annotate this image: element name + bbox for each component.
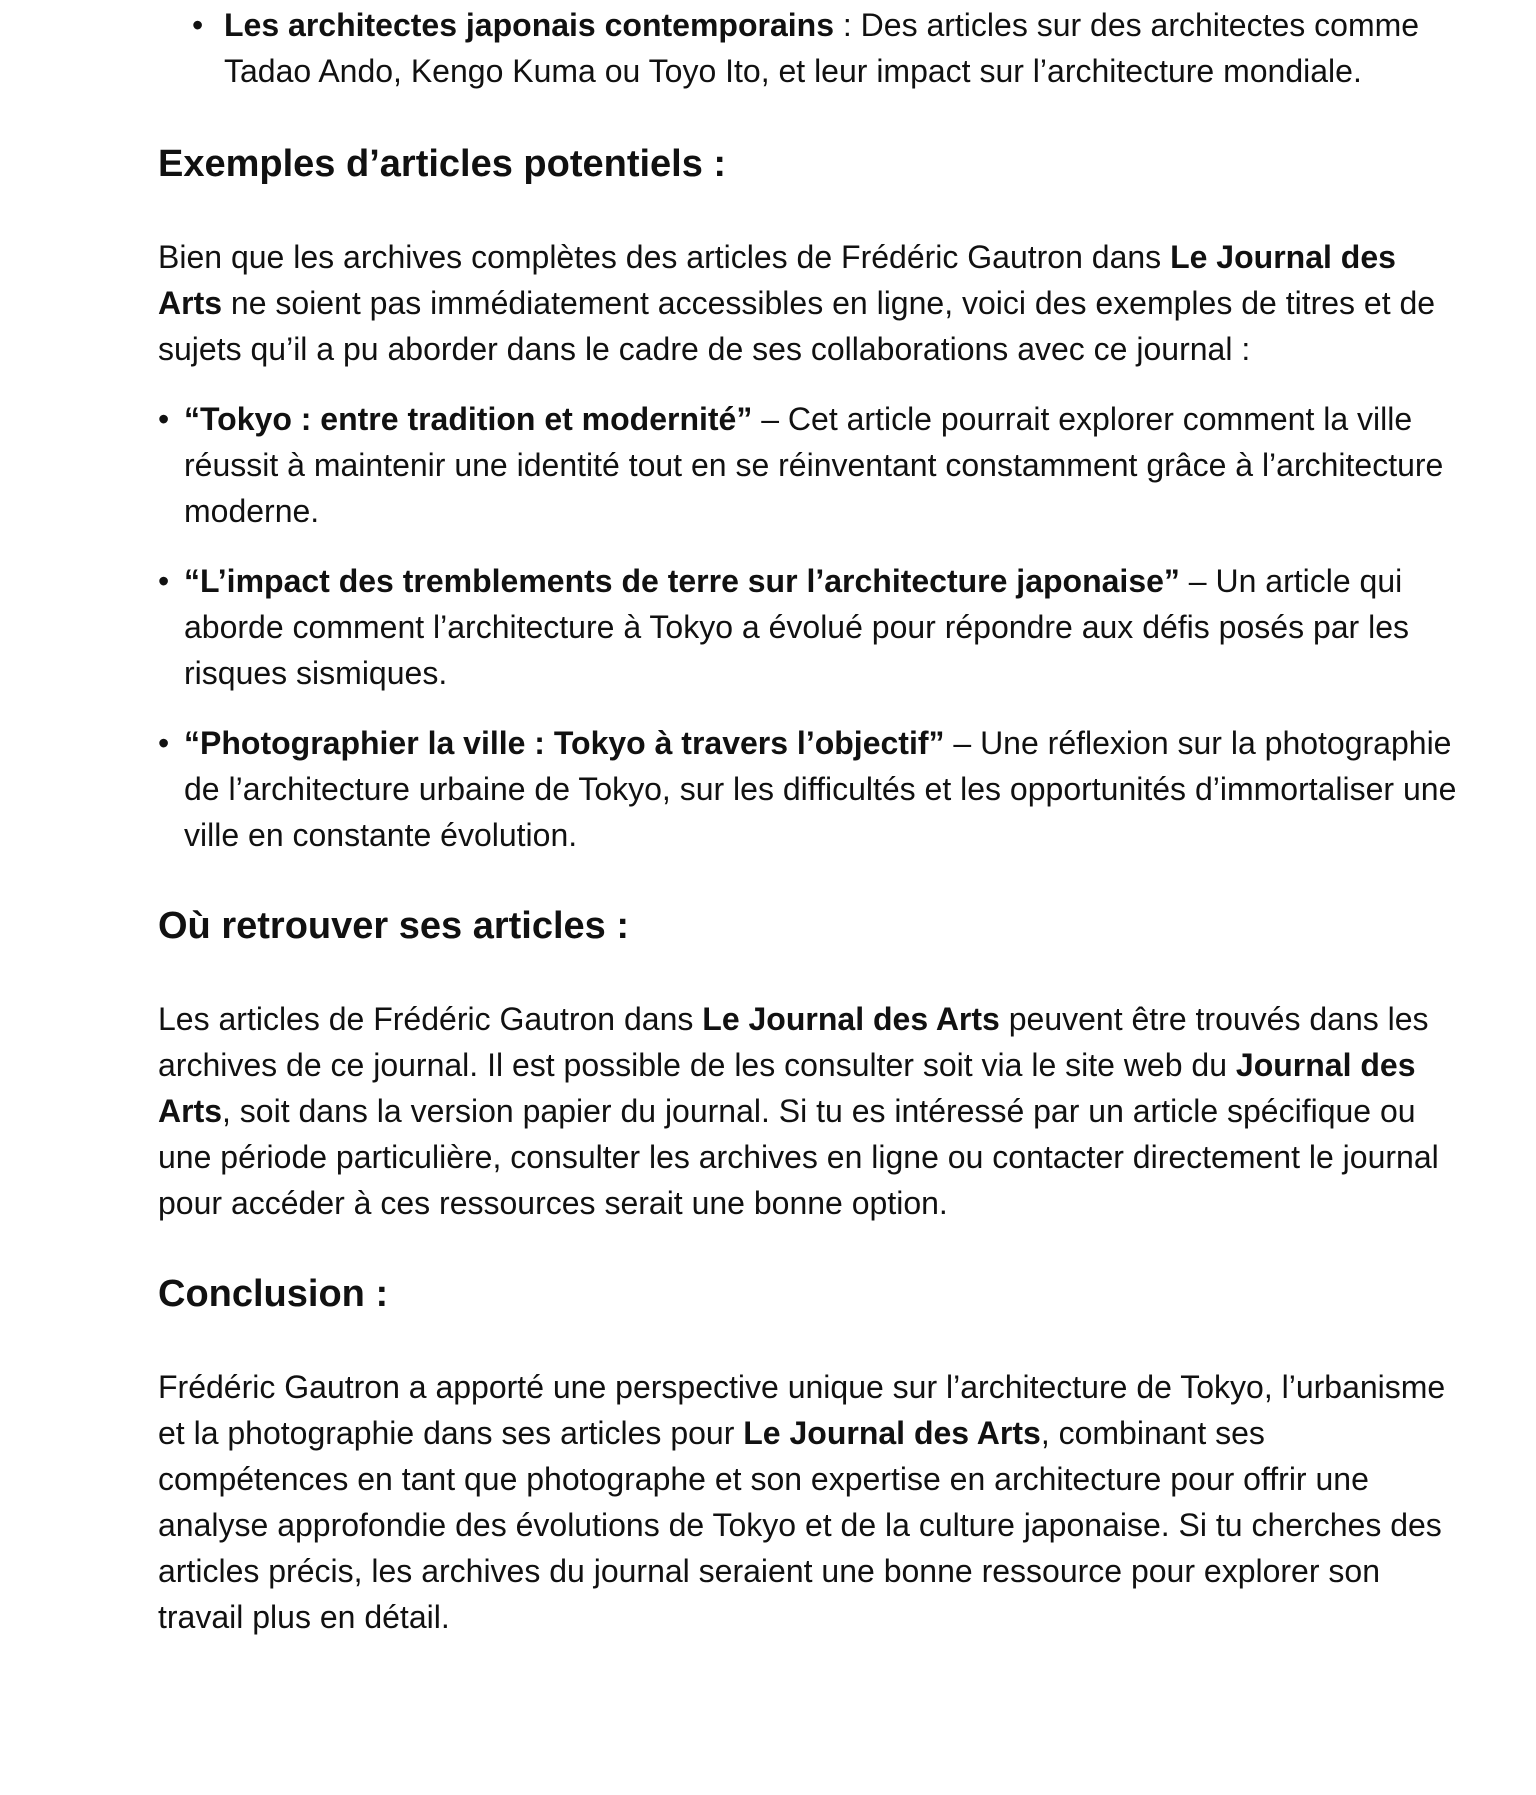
where-paragraph (158, 996, 1458, 1226)
text-span: Frédéric Gautron a apporté une perspective unique sur l’architecture de Tokyo, l’urbanisme et la photographie dans ses articles pour (158, 1369, 1446, 1451)
bullet-icon: • (158, 401, 170, 437)
list-item-text: : Des articles sur des architectes comme Tadao Ando, Kengo Kuma ou Toyo Ito, et leur impact sur l’architecture mondiale. (224, 7, 1420, 89)
list-item (158, 558, 1458, 696)
list-item (158, 396, 1458, 534)
text-span: , combinant ses compétences en tant que photographe et son expertise en architecture pour offrir une analyse approfondie des évolutions de Tokyo et de la culture japonaise. Si tu cherches des articles précis, les archives du journal seraient une bonne ressource pour explorer son travail plus en détail. (158, 1415, 1442, 1635)
message-content (158, 0, 1458, 1640)
examples-intro-paragraph (158, 234, 1458, 372)
list-item-title: Les architectes japonais contemporains (224, 7, 834, 43)
section-heading-where: Où retrouver ses articles : (158, 905, 629, 947)
article-description: – Un article qui aborde comment l’architecture à Tokyo a évolué pour répondre aux défis posés par les risques sismiques. (184, 563, 1409, 691)
conclusion-paragraph (158, 1364, 1458, 1640)
article-description: – Cet article pourrait explorer comment la ville réussit à maintenir une identité tout en se réinventant constamment grâce à l’architecture moderne. (184, 401, 1444, 529)
bold-text-journal: Journal des Arts (158, 1047, 1416, 1129)
bullet-icon: • (158, 563, 170, 599)
list-item (192, 2, 1458, 94)
text-span: , soit dans la version papier du journal. Si tu es intéressé par un article spécifique ou une période particulière, consulter les archives en ligne ou contacter directement le journal pour accéder à ces ressources serait une bonne option. (158, 1093, 1439, 1221)
bold-text-journal: Le Journal des Arts (158, 239, 1396, 321)
text-span: Les articles de Frédéric Gautron dans (158, 1001, 703, 1037)
article-title: “Tokyo : entre tradition et modernité” (184, 401, 753, 437)
article-title: “Photographier la ville : Tokyo à travers l’objectif” (184, 725, 945, 761)
text-span: Bien que les archives complètes des articles de Frédéric Gautron dans (158, 239, 1171, 275)
nested-bullet-list (158, 2, 1458, 94)
text-span: ne soient pas immédiatement accessibles en ligne, voici des exemples de titres et de sujets qu’il a pu aborder dans le cadre de ses collaborations avec ce journal : (158, 285, 1436, 367)
bullet-icon: • (192, 7, 204, 43)
section-heading-conclusion: Conclusion : (158, 1273, 389, 1315)
bold-text-journal: Le Journal des Arts (702, 1001, 1000, 1037)
text-span: peuvent être trouvés dans les archives de ce journal. Il est possible de les consulter soit via le site web du (158, 1001, 1429, 1083)
article-description: – Une réflexion sur la photographie de l’architecture urbaine de Tokyo, sur les difficultés et les opportunités d’immortaliser une ville en constante évolution. (184, 725, 1457, 853)
bold-text-journal: Le Journal des Arts (743, 1415, 1041, 1451)
section-heading-examples: Exemples d’articles potentiels : (158, 143, 727, 185)
bullet-icon: • (158, 725, 170, 761)
article-title: “L’impact des tremblements de terre sur l’architecture japonaise” (184, 563, 1180, 599)
example-articles-list (158, 396, 1458, 858)
list-item (158, 720, 1458, 858)
